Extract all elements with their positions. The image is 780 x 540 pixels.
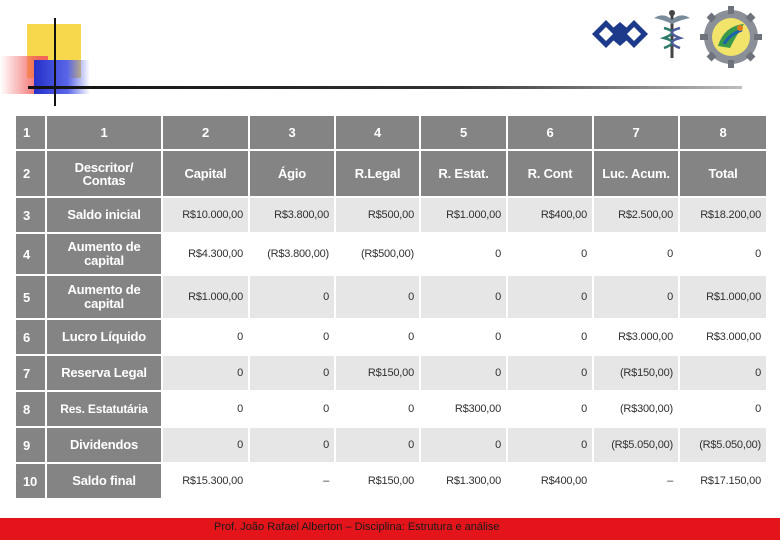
- column-header-capital: Capital: [163, 151, 248, 196]
- header-number-cell: 6: [508, 116, 592, 149]
- row-number-cell: 7: [16, 356, 45, 390]
- column-header-total: Total: [680, 151, 766, 196]
- column-header-r-estat: R. Estat.: [421, 151, 506, 196]
- value-cell: R$150,00: [336, 356, 419, 390]
- usp-logo-icon: [590, 14, 650, 54]
- value-cell: 0: [250, 320, 334, 354]
- value-cell: (R$500,00): [336, 234, 419, 274]
- header-number-cell: 7: [594, 116, 678, 149]
- header-number-cell: 4: [336, 116, 419, 149]
- value-cell: 0: [163, 320, 248, 354]
- value-cell: R$150,00: [336, 464, 419, 498]
- value-cell: R$1.000,00: [680, 276, 766, 318]
- value-cell: 0: [163, 356, 248, 390]
- value-cell: R$300,00: [421, 392, 506, 426]
- header-number-cell: 5: [421, 116, 506, 149]
- value-cell: 0: [421, 276, 506, 318]
- decorative-horizontal-line: [28, 86, 742, 89]
- value-cell: –: [594, 464, 678, 498]
- decorative-vertical-line: [54, 18, 56, 106]
- value-cell: 0: [680, 234, 766, 274]
- value-cell: R$4.300,00: [163, 234, 248, 274]
- value-cell: R$1.000,00: [421, 198, 506, 232]
- value-cell: 0: [594, 276, 678, 318]
- value-cell: R$3.000,00: [594, 320, 678, 354]
- header-number-cell: 8: [680, 116, 766, 149]
- value-cell: 0: [250, 428, 334, 462]
- value-cell: (R$300,00): [594, 392, 678, 426]
- value-cell: 0: [594, 234, 678, 274]
- value-cell: R$500,00: [336, 198, 419, 232]
- value-cell: 0: [336, 392, 419, 426]
- value-cell: 0: [336, 320, 419, 354]
- value-cell: 0: [163, 392, 248, 426]
- value-cell: R$1.000,00: [163, 276, 248, 318]
- column-header-r-cont: R. Cont: [508, 151, 592, 196]
- value-cell: R$400,00: [508, 198, 592, 232]
- value-cell: R$17.150,00: [680, 464, 766, 498]
- column-header-agio: Ágio: [250, 151, 334, 196]
- column-header-r-legal: R.Legal: [336, 151, 419, 196]
- row-label-cell: Dividendos: [47, 428, 161, 462]
- value-cell: 0: [336, 276, 419, 318]
- value-cell: 0: [421, 320, 506, 354]
- value-cell: 0: [508, 356, 592, 390]
- row-label-cell: Res. Estatutária: [47, 392, 161, 426]
- value-cell: 0: [421, 428, 506, 462]
- value-cell: R$3.800,00: [250, 198, 334, 232]
- row-label-cell: Aumento de capital: [47, 276, 161, 318]
- row-number-cell: 10: [16, 464, 45, 498]
- value-cell: 0: [250, 276, 334, 318]
- header-number-cell: 1: [16, 116, 45, 149]
- row-label-cell: Reserva Legal: [47, 356, 161, 390]
- column-header-luc-acum: Luc. Acum.: [594, 151, 678, 196]
- value-cell: R$3.000,00: [680, 320, 766, 354]
- row-number-cell: 8: [16, 392, 45, 426]
- value-cell: 0: [680, 356, 766, 390]
- value-cell: R$15.300,00: [163, 464, 248, 498]
- value-cell: R$1.300,00: [421, 464, 506, 498]
- value-cell: 0: [680, 392, 766, 426]
- footer-bar: [0, 518, 780, 540]
- row-number-cell: 3: [16, 198, 45, 232]
- value-cell: 0: [508, 392, 592, 426]
- value-cell: 0: [336, 428, 419, 462]
- value-cell: 0: [508, 320, 592, 354]
- value-cell: 0: [508, 428, 592, 462]
- row-number-cell: 2: [16, 151, 45, 196]
- value-cell: 0: [163, 428, 248, 462]
- header-number-cell: 2: [163, 116, 248, 149]
- value-cell: 0: [508, 276, 592, 318]
- financial-statement-table: [16, 116, 761, 489]
- value-cell: R$2.500,00: [594, 198, 678, 232]
- row-label-cell: Aumento de capital: [47, 234, 161, 274]
- footer-text: Prof. João Rafael Alberton – Disciplina: Estrutura e análise: [214, 521, 500, 533]
- row-number-cell: 6: [16, 320, 45, 354]
- value-cell: R$10.000,00: [163, 198, 248, 232]
- row-label-cell: Saldo inicial: [47, 198, 161, 232]
- row-number-cell: 9: [16, 428, 45, 462]
- value-cell: 0: [250, 356, 334, 390]
- value-cell: (R$150,00): [594, 356, 678, 390]
- value-cell: R$400,00: [508, 464, 592, 498]
- value-cell: –: [250, 464, 334, 498]
- column-header-descritor: Descritor/ Contas: [47, 151, 161, 196]
- row-label-cell: Lucro Líquido: [47, 320, 161, 354]
- header-number-cell: 3: [250, 116, 334, 149]
- value-cell: 0: [508, 234, 592, 274]
- value-cell: 0: [421, 234, 506, 274]
- row-number-cell: 5: [16, 276, 45, 318]
- row-number-cell: 4: [16, 234, 45, 274]
- value-cell: (R$5.050,00): [594, 428, 678, 462]
- caduceus-logo-icon: [652, 8, 692, 60]
- value-cell: R$18.200,00: [680, 198, 766, 232]
- value-cell: 0: [250, 392, 334, 426]
- value-cell: (R$5.050,00): [680, 428, 766, 462]
- header-number-cell: 1: [47, 116, 161, 149]
- value-cell: 0: [421, 356, 506, 390]
- row-label-cell: Saldo final: [47, 464, 161, 498]
- gear-logo-icon: [700, 6, 762, 68]
- table-grid: [16, 116, 761, 489]
- value-cell: (R$3.800,00): [250, 234, 334, 274]
